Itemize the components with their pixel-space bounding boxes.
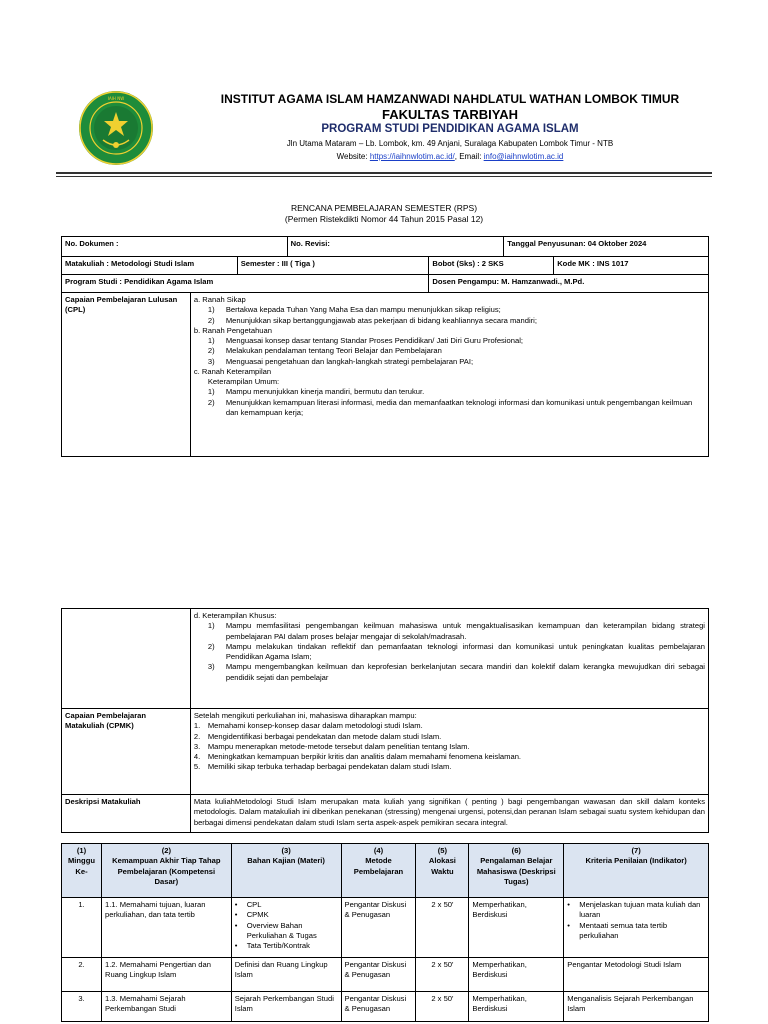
cpl-content xyxy=(190,293,708,457)
kd-cell: 1.3. Memahami Sejarah Perkembangan Studi xyxy=(101,992,231,1022)
metode-cell: Pengantar Diskusi & Penugasan xyxy=(341,992,416,1022)
waktu-cell: 2 x 50' xyxy=(416,898,469,958)
list-item: 1) Bertakwa kepada Tuhan Yang Maha Esa dan mampu menunjukkan sikap religius; xyxy=(207,305,501,315)
materi-cell: Sejarah Perkembangan Studi Islam xyxy=(231,992,341,1022)
deskripsi-label: Deskripsi Matakuliah xyxy=(62,795,191,833)
address: Jln Utama Mataram – Lb. Lombok, km. 49 Anjani, Suralaga Kabupaten Lombok Timur - NTB xyxy=(286,139,614,148)
col-header-week: (1) Minggu Ke- xyxy=(62,844,102,898)
list-item: • CPL xyxy=(234,900,262,909)
kd-cell: 1.1. Memahami tujuan, luaran perkuliahan, dan tata tertib xyxy=(101,898,231,958)
pengalaman-cell: Memperhatikan, Berdiskusi xyxy=(469,898,564,958)
deskripsi-text: Mata kuliahMetodologi Studi Islam merupakan mata kuliah yang signifikan ( penting ) bagi pengembangan wawasan dan skill dalam konteks metodologis. Dalam matakuliah ini diberikan penekanan (stressing) mengenai urgensi, potensi,dan peranan Islam sebagai suatu system kehidupan dan berbagai dimensi pendekatan dalam studi Islam serta aspek-aspek pemikiran secara integral. xyxy=(190,795,708,833)
table-row xyxy=(62,958,709,992)
pengalaman-cell: Memperhatikan, Berdiskusi xyxy=(469,992,564,1022)
list-item: 2. Mengidentifikasi berbagai pendekatan dan metode dalam studi Islam. xyxy=(193,731,442,741)
bobot-sks: Bobot (Sks) : 2 SKS xyxy=(429,257,554,275)
list-item: 1) Mampu memfasilitasi pengembangan keilmuan mahasiswa untuk mengaktualisasikan kemampuan dan keterampilan bidang strategi pembelajaran PAI dalam proses belajar mengajar di sekolah/madrasah. xyxy=(207,621,705,641)
cpl-c-sub: Keterampilan Umum: xyxy=(207,377,280,386)
svg-text:IAIH NW: IAIH NW xyxy=(107,96,125,101)
list-item: • Tata Tertib/Kontrak xyxy=(234,941,310,950)
faculty-name: FAKULTAS TARBIYAH xyxy=(381,107,519,122)
cpl-c-head: c. Ranah Keterampilan xyxy=(193,366,272,376)
list-item: 3) Menguasai pengetahuan dan langkah-langkah strategi pembelajaran PAI; xyxy=(207,356,474,366)
cpmk-content xyxy=(190,709,708,795)
kode-mk: Kode MK : INS 1017 xyxy=(554,257,709,275)
list-item: 1) Menguasai konsep dasar tentang Standar Proses Pendidikan/ Jati Diri Guru Profesional; xyxy=(207,336,524,345)
col-header-pengalaman: (6) Pengalaman Belajar Mahasiswa (Deskripsi Tugas) xyxy=(469,844,564,898)
list-item: 5. Memiliki sikap terbuka terhadap berbagai pendekatan dalam studi Islam. xyxy=(193,762,452,772)
cpl-d-content xyxy=(190,609,708,709)
list-item: 1. Memahami konsep-konsep dasar dalam metodologi studi Islam. xyxy=(193,721,423,731)
matakuliah: Matakuliah : Metodologi Studi Islam xyxy=(62,257,238,275)
list-item: • Menjelaskan tujuan mata kuliah dan luaran xyxy=(567,900,701,920)
col-header-materi: (3) Bahan Kajian (Materi) xyxy=(231,844,341,898)
waktu-cell: 2 x 50' xyxy=(416,992,469,1022)
university-seal-icon xyxy=(78,90,154,166)
kriteria-cell: Menganalisis Sejarah Perkembangan Islam xyxy=(564,992,709,1022)
table-row xyxy=(62,898,709,958)
semester: Semester : III ( Tiga ) xyxy=(237,257,429,275)
col-header-metode: (4) Metode Pembelajaran xyxy=(341,844,416,898)
cpl-a-head: a. Ranah Sikap xyxy=(193,295,246,304)
kriteria-cell: Pengantar Metodologi Studi Islam xyxy=(564,958,709,992)
cpl-label: Capaian Pembelajaran Lulusan (CPL) xyxy=(62,293,191,457)
col-header-waktu: (5) Alokasi Waktu xyxy=(416,844,469,898)
email-label: , Email: xyxy=(454,152,484,161)
program-name: PROGRAM STUDI PENDIDIKAN AGAMA ISLAM xyxy=(321,123,579,135)
email-link[interactable]: info@iaihnwlotim.ac.id xyxy=(483,152,564,161)
list-item: • Overview Bahan Perkuliahan & Tugas xyxy=(234,920,317,940)
cpl-continued-table xyxy=(61,608,709,833)
list-item: 2) Menunjukkan sikap bertanggungjawab atas pekerjaan di bidang keahliannya secara mandiri; xyxy=(207,315,537,325)
contact-line xyxy=(170,152,730,161)
cpl-b-head: b. Ranah Pengetahuan xyxy=(193,325,272,335)
list-item: 3. Mampu menerapkan metode-metode tersebut dalam penelitian tentang Islam. xyxy=(193,741,470,751)
dosen-pengampu: Dosen Pengampu: M. Hamzanwadi., M.Pd. xyxy=(429,275,709,293)
materi-cell: Definisi dan Ruang Lingkup Islam xyxy=(231,958,341,992)
header-divider-thin xyxy=(56,176,712,177)
pengalaman-cell: Memperhatikan, Berdiskusi xyxy=(469,958,564,992)
empty-cell xyxy=(62,609,191,709)
kd-cell: 1.2. Memahami Pengertian dan Ruang Lingkup Islam xyxy=(101,958,231,992)
week-cell: 2. xyxy=(62,958,102,992)
list-item: • Mentaati semua tata tertib perkuliahan xyxy=(567,920,668,940)
tanggal-penyusunan: Tanggal Penyusunan: 04 Oktober 2024 xyxy=(504,237,709,257)
header-divider xyxy=(56,172,712,174)
table-row xyxy=(62,992,709,1022)
list-item: 1) Mampu menunjukkan kinerja mandiri, bermutu dan terukur. xyxy=(207,387,425,397)
cpmk-label: Capaian Pembelajaran Matakuliah (CPMK) xyxy=(62,709,191,795)
list-item: 2) Menunjukkan kemampuan literasi informasi, media dan memanfaatkan teknologi informasi dan komunikasi untuk pengembangan keilmuan dan kemampuan kerja; xyxy=(207,397,693,417)
program-studi: Program Studi : Pendidikan Agama Islam xyxy=(62,275,429,293)
list-item: 4. Meningkatkan kemampuan berpikir kritis dan analitis dalam memahami fenomena keislaman. xyxy=(193,752,522,761)
col-header-kd: (2) Kemampuan Akhir Tiap Tahap Pembelajaran (Kompetensi Dasar) xyxy=(101,844,231,898)
info-table xyxy=(61,236,709,457)
materi-cell xyxy=(231,898,341,958)
plan-table xyxy=(61,843,709,1022)
no-dokumen: No. Dokumen : xyxy=(62,237,288,257)
col-header-kriteria: (7) Kriteria Penilaian (Indikator) xyxy=(564,844,709,898)
metode-cell: Pengantar Diskusi & Penugasan xyxy=(341,958,416,992)
list-item: 3) Mampu mengembangkan keilmuan dan keprofesian berkelanjutan secara mandiri dan kolektif dalam kerangka mewujudkan diri sebagai pendidik sejati dan pembelajar xyxy=(207,662,705,682)
waktu-cell: 2 x 50' xyxy=(416,958,469,992)
cpl-d-head: d. Keterampilan Khusus: xyxy=(193,611,277,620)
week-cell: 3. xyxy=(62,992,102,1022)
kriteria-cell xyxy=(564,898,709,958)
week-cell: 1. xyxy=(62,898,102,958)
cpmk-intro: Setelah mengikuti perkuliahan ini, mahasiswa diharapkan mampu: xyxy=(193,711,417,720)
no-revisi: No. Revisi: xyxy=(287,237,504,257)
list-item: • CPMK xyxy=(234,910,269,920)
metode-cell: Pengantar Diskusi & Penugasan xyxy=(341,898,416,958)
plan-header-row xyxy=(62,844,709,898)
list-item: 2) Melakukan pendalaman tentang Teori Belajar dan Pembelajaran xyxy=(207,346,442,356)
list-item: 2) Mampu melakukan tindakan reflektif dan pemanfaatan teknologi informasi dan komunikasi untuk peningkatan kualitas pembelajaran Pendidikan Agama Islam; xyxy=(207,641,705,661)
document-title: RENCANA PEMBELAJARAN SEMESTER (RPS) xyxy=(290,203,478,213)
document-subtitle: (Permen Ristekdikti Nomor 44 Tahun 2015 Pasal 12) xyxy=(284,214,484,224)
institution-name: INSTITUT AGAMA ISLAM HAMZANWADI NAHDLATUL WATHAN LOMBOK TIMUR xyxy=(220,92,680,106)
website-link[interactable]: https://iaihnwlotim.ac.id/ xyxy=(369,152,455,161)
website-label: Website: xyxy=(336,152,370,161)
